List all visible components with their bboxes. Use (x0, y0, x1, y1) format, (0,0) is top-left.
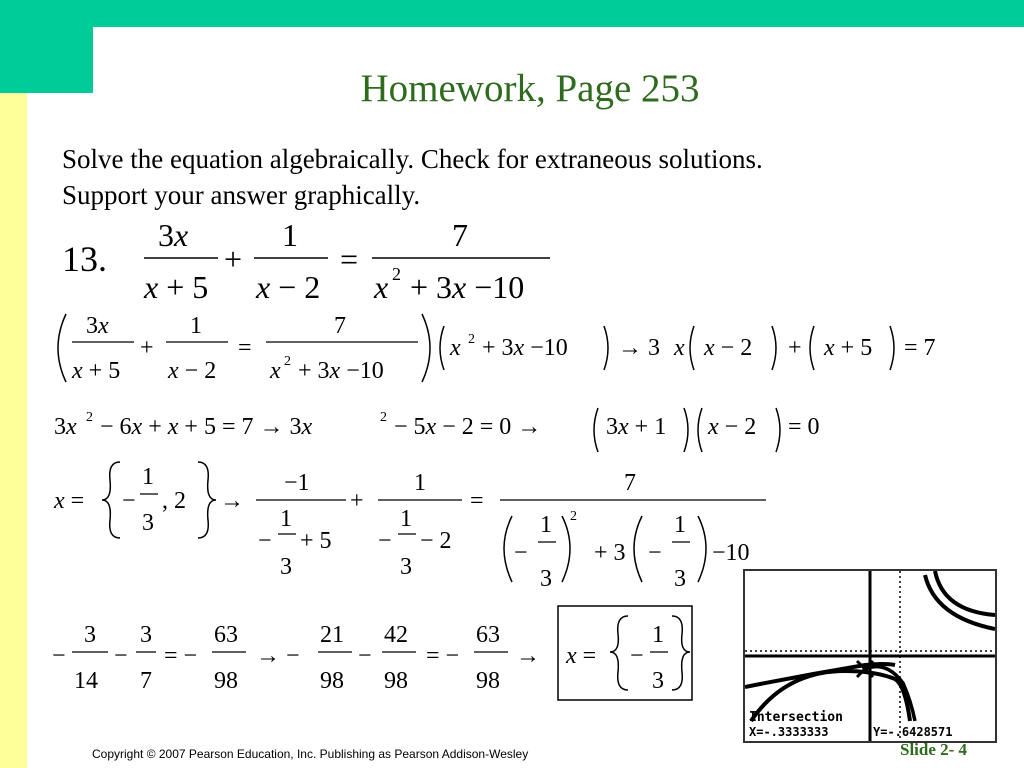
problem-number: 13. (62, 239, 107, 279)
svg-text:→ −: → − (256, 643, 300, 669)
svg-text:1: 1 (652, 622, 664, 648)
slide-number: Slide 2- 4 (900, 740, 968, 759)
svg-text:x − 2: x − 2 (168, 358, 217, 384)
svg-text:+: + (140, 335, 154, 361)
svg-text:x + 5: x + 5 (824, 335, 873, 361)
svg-text:x =: x = (54, 488, 85, 514)
calc-y-readout: Y=-.6428571 (873, 725, 953, 739)
svg-text:− 6x + x + 5 = 7 → 3x: − 6x + x + 5 = 7 → 3x (100, 414, 313, 440)
svg-text:3: 3 (400, 554, 412, 580)
svg-text:98: 98 (384, 668, 408, 694)
svg-text:2: 2 (86, 410, 93, 425)
svg-text:=: = (238, 335, 252, 361)
svg-text:1: 1 (400, 506, 412, 532)
svg-text:3x: 3x (54, 414, 77, 440)
svg-text:= 7: = 7 (904, 335, 936, 361)
svg-text:−: − (630, 643, 644, 669)
svg-text:63: 63 (476, 622, 500, 648)
svg-text:21: 21 (320, 622, 344, 648)
svg-text:− 2: − 2 (420, 528, 452, 554)
calc-x-readout: X=-.3333333 (749, 725, 829, 739)
svg-text:x − 2: x − 2 (704, 335, 753, 361)
svg-text:1: 1 (190, 313, 202, 339)
svg-text:+: + (350, 488, 364, 514)
svg-text:x: x (374, 269, 389, 305)
svg-text:3x: 3x (86, 313, 109, 339)
problem-equation (143, 217, 550, 305)
calc-intersection-label: Intersection (749, 710, 843, 725)
svg-text:14: 14 (74, 668, 98, 694)
svg-text:3: 3 (140, 622, 152, 648)
svg-text:2: 2 (468, 332, 475, 347)
svg-text:+ 3x −10: + 3x −10 (410, 269, 525, 305)
svg-text:1: 1 (142, 464, 154, 490)
svg-text:→: → (220, 488, 244, 514)
svg-text:7: 7 (452, 217, 468, 253)
svg-text:2: 2 (570, 509, 577, 524)
svg-text:3: 3 (280, 554, 292, 580)
svg-text:7: 7 (140, 668, 152, 694)
svg-text:−: − (514, 540, 528, 566)
svg-text:+: + (788, 335, 802, 361)
slide-title: Homework, Page 253 (360, 67, 700, 110)
svg-text:= −: = − (164, 643, 198, 669)
svg-text:+: + (224, 241, 243, 277)
svg-text:3x + 1: 3x + 1 (606, 414, 667, 440)
svg-text:−: − (648, 540, 662, 566)
svg-text:→: → (516, 643, 540, 669)
svg-text:3: 3 (142, 510, 154, 536)
svg-text:1: 1 (282, 217, 298, 253)
svg-text:2: 2 (380, 410, 387, 425)
svg-text:63: 63 (214, 622, 238, 648)
copyright-notice: Copyright © 2007 Pearson Education, Inc. Publishing as Pearson Addison-Wesley (92, 747, 529, 761)
svg-text:−: − (258, 528, 272, 554)
svg-text:3: 3 (540, 566, 552, 592)
svg-text:98: 98 (214, 668, 238, 694)
svg-text:2: 2 (284, 354, 291, 369)
svg-text:3: 3 (84, 622, 96, 648)
svg-text:=: = (340, 241, 359, 277)
svg-text:x + 5: x + 5 (72, 358, 121, 384)
step-2-equation (54, 408, 820, 452)
svg-text:− 5x − 2 = 0 →: − 5x − 2 = 0 → (394, 414, 542, 440)
svg-text:x: x (270, 358, 281, 384)
svg-text:−1: −1 (284, 470, 310, 496)
svg-text:1: 1 (674, 512, 686, 538)
svg-text:98: 98 (320, 668, 344, 694)
instruction-line-2: Support your answer graphically. (62, 180, 421, 210)
svg-text:x − 2: x − 2 (708, 414, 757, 440)
svg-text:, 2: , 2 (162, 488, 186, 514)
svg-text:98: 98 (476, 668, 500, 694)
svg-text:−: − (52, 643, 66, 669)
svg-text:= −: = − (426, 643, 460, 669)
step-4-simplify (52, 606, 692, 700)
svg-text:x + 5: x + 5 (144, 269, 209, 305)
svg-text:+ 3: + 3 (594, 540, 626, 566)
svg-text:2: 2 (392, 264, 401, 284)
step-3-check (53, 462, 766, 592)
svg-text:−: − (122, 488, 136, 514)
svg-text:x: x (450, 335, 461, 361)
svg-text:x =: x = (566, 643, 597, 669)
svg-text:−: − (114, 643, 128, 669)
svg-text:x − 2: x − 2 (256, 269, 321, 305)
svg-text:3x: 3x (158, 217, 189, 253)
svg-text:1: 1 (540, 512, 552, 538)
svg-text:42: 42 (384, 622, 408, 648)
svg-text:1: 1 (414, 470, 426, 496)
svg-text:= 0: = 0 (788, 414, 820, 440)
svg-text:7: 7 (624, 470, 636, 496)
svg-text:−: − (358, 643, 372, 669)
svg-text:−: − (378, 528, 392, 554)
svg-text:=: = (470, 488, 484, 514)
svg-text:3: 3 (652, 668, 664, 694)
instruction-line-1: Solve the equation algebraically. Check for extraneous solutions. (62, 144, 763, 174)
svg-text:−10: −10 (712, 540, 750, 566)
svg-text:1: 1 (280, 506, 292, 532)
svg-text:→ 3: → 3 (618, 335, 660, 361)
svg-text:3: 3 (674, 566, 686, 592)
svg-text:7: 7 (334, 313, 346, 339)
calculator-graph-screenshot (743, 569, 997, 743)
svg-text:x: x (674, 335, 685, 361)
svg-text:+ 5: + 5 (300, 528, 332, 554)
step-1-equation (58, 313, 936, 384)
svg-text:+ 3x −10: + 3x −10 (482, 335, 568, 361)
svg-text:+ 3x −10: + 3x −10 (298, 358, 384, 384)
